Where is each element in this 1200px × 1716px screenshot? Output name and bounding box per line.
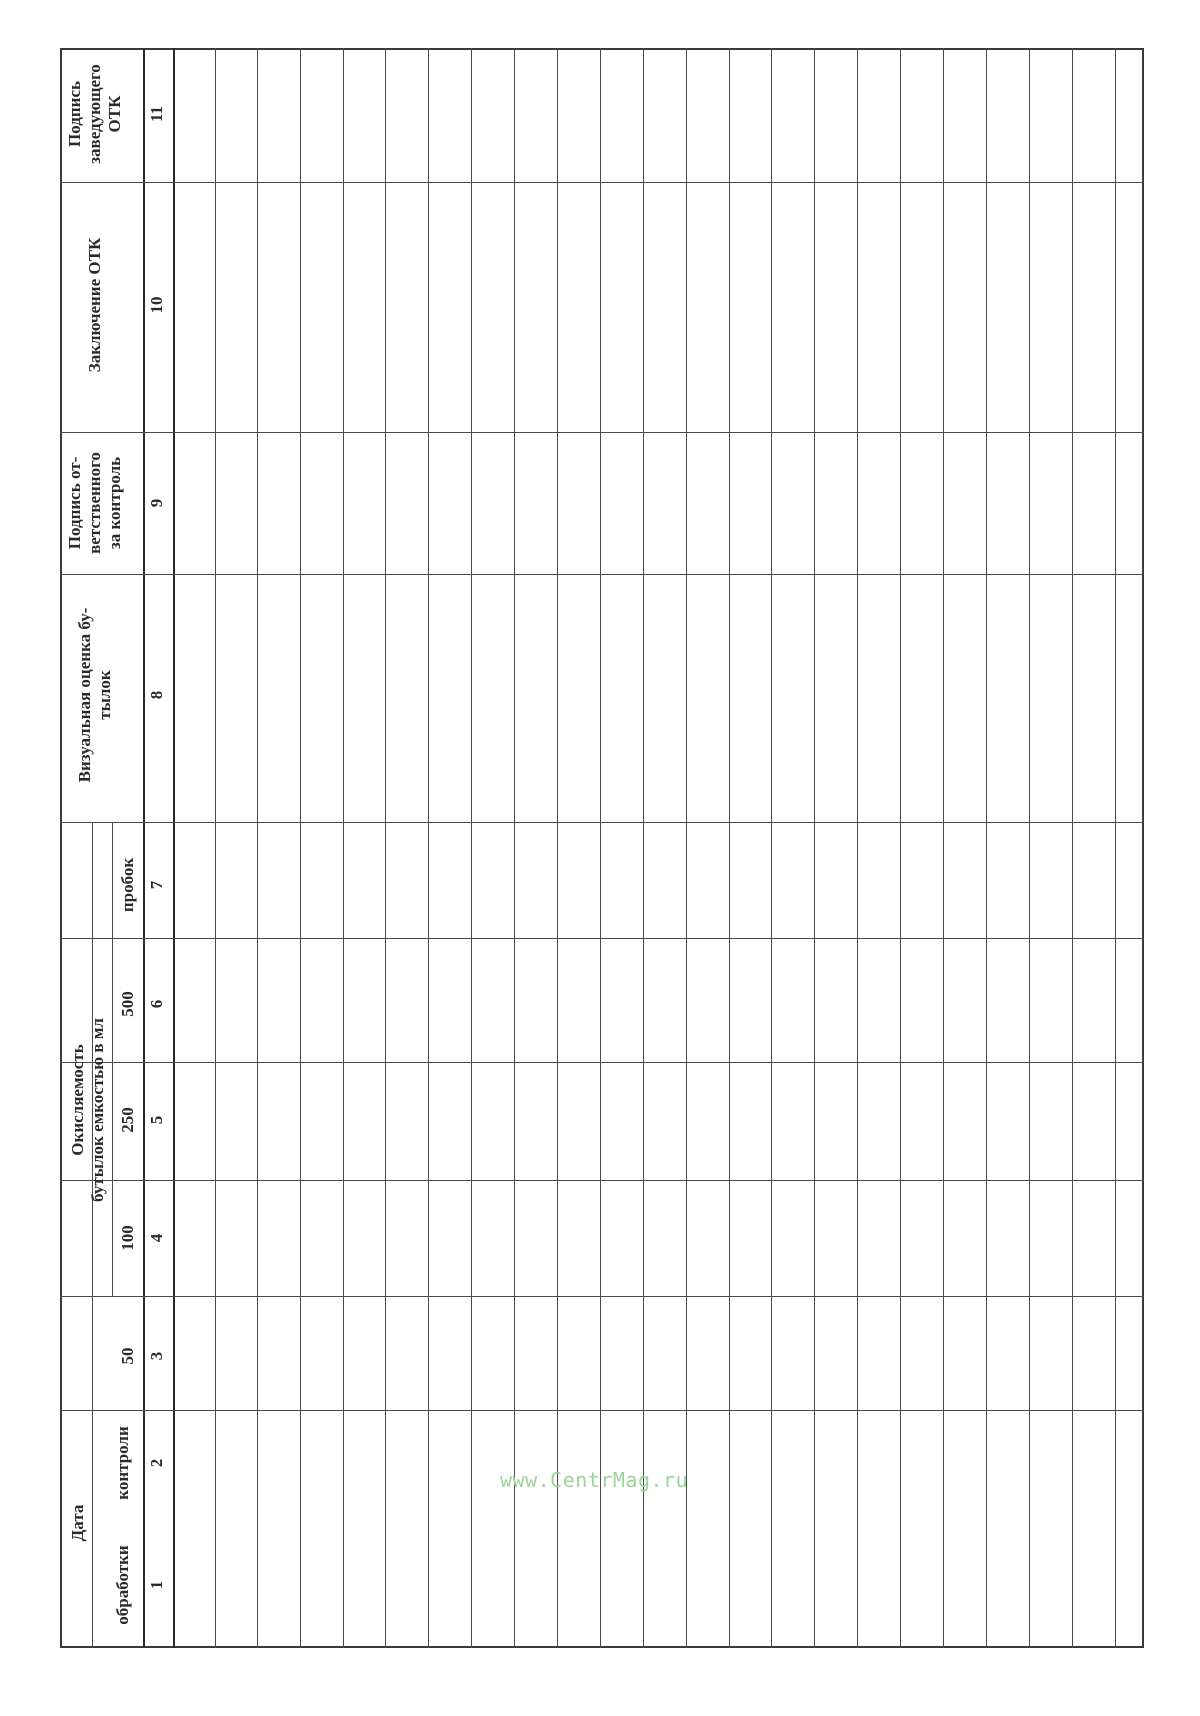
header-responsible-signature: Подпись от- ветственного за контроль xyxy=(65,452,124,554)
column-number: 2 xyxy=(147,1458,166,1468)
table-frame xyxy=(60,48,1144,1648)
entry-row-line xyxy=(986,48,987,1648)
column-number: 10 xyxy=(147,296,166,314)
header-visual-assessment: Визуальная оценка бу- тылок xyxy=(75,607,114,783)
header-head-otk-signature: Подпись заведующего ОТК xyxy=(65,64,124,164)
entry-row-line xyxy=(943,48,944,1648)
entry-row-line xyxy=(643,48,644,1648)
header-group-divider xyxy=(92,822,93,1648)
entry-row-line xyxy=(686,48,687,1648)
header-bottle-100: 100 xyxy=(118,1225,137,1251)
entry-row-line xyxy=(1115,48,1116,1648)
entry-row-line xyxy=(428,48,429,1648)
entry-row-line xyxy=(600,48,601,1648)
column-number: 7 xyxy=(147,880,166,890)
entry-row-line xyxy=(900,48,901,1648)
column-number: 6 xyxy=(147,999,166,1009)
column-boundary xyxy=(60,1062,1144,1063)
entry-row-line xyxy=(729,48,730,1648)
header-bottle-50: 50 xyxy=(118,1347,137,1365)
column-boundary xyxy=(60,574,1144,575)
column-boundary xyxy=(60,938,1144,939)
entry-row-line xyxy=(1072,48,1073,1648)
header-date-group: Дата xyxy=(68,1504,87,1542)
header-bottle-capacity-group: бутылок емкостью в мл xyxy=(88,1018,107,1202)
entry-row-line xyxy=(257,48,258,1648)
column-boundary xyxy=(60,182,1144,183)
header-control-date: контроли xyxy=(113,1426,132,1500)
column-number: 5 xyxy=(147,1115,166,1125)
entry-row-line xyxy=(385,48,386,1648)
column-boundary xyxy=(60,1410,1144,1411)
entry-row-line xyxy=(514,48,515,1648)
column-number: 4 xyxy=(147,1233,166,1243)
entry-row-line xyxy=(343,48,344,1648)
entry-row-line xyxy=(215,48,216,1648)
column-number: 11 xyxy=(147,105,166,123)
column-number: 8 xyxy=(147,690,166,700)
column-boundary xyxy=(60,822,1144,823)
column-boundary xyxy=(60,1180,1144,1181)
watermark: www.CentrMag.ru xyxy=(500,1468,689,1492)
column-boundary xyxy=(60,1296,1144,1297)
entry-row-line xyxy=(771,48,772,1648)
header-bottle-250: 250 xyxy=(118,1107,137,1133)
entry-row-line xyxy=(857,48,858,1648)
entry-row-line xyxy=(471,48,472,1648)
header-otk-conclusion: Заключение ОТК xyxy=(85,237,104,373)
header-body-divider xyxy=(173,48,175,1648)
column-number: 9 xyxy=(147,498,166,508)
header-bottle-500: 500 xyxy=(118,991,137,1017)
header-subgroup-divider xyxy=(112,822,113,1296)
entry-row-line xyxy=(557,48,558,1648)
column-boundary xyxy=(60,432,1144,433)
entry-row-line xyxy=(300,48,301,1648)
entry-row-line xyxy=(814,48,815,1648)
header-stoppers: пробок xyxy=(118,857,137,913)
header-oxidizability-group: Окисляемость xyxy=(68,1044,87,1156)
column-boundary xyxy=(60,1410,92,1411)
column-number: 1 xyxy=(147,1580,166,1590)
column-number: 3 xyxy=(147,1351,166,1361)
header-number-divider xyxy=(143,48,145,1648)
header-processing-date: обработки xyxy=(113,1545,132,1625)
entry-row-line xyxy=(1029,48,1030,1648)
